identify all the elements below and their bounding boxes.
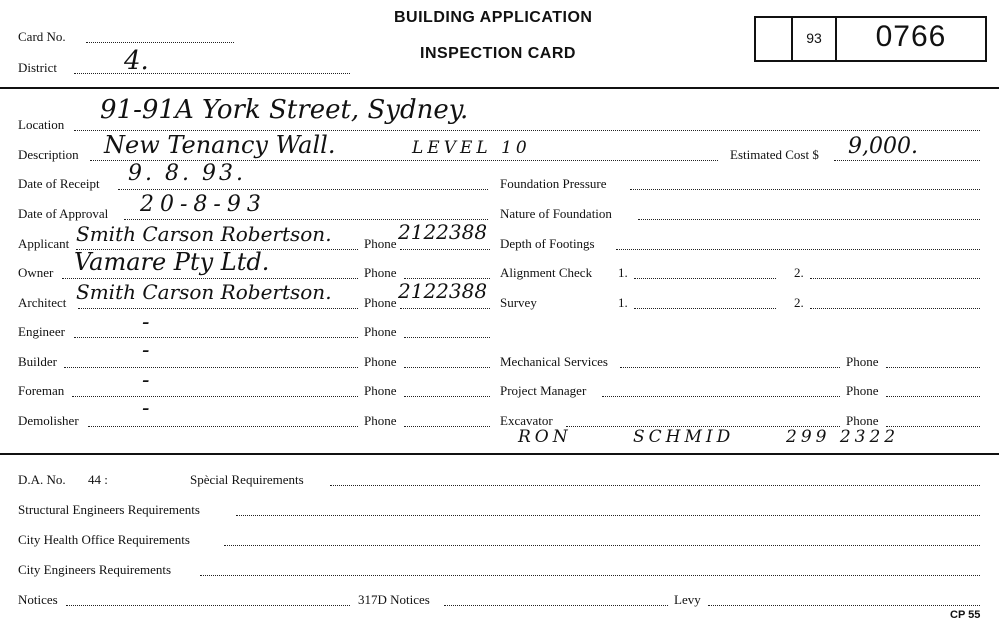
alignment-check-field-2[interactable] <box>810 278 980 279</box>
notices-317d-label: 317D Notices <box>358 592 430 607</box>
levy-label: Levy <box>674 592 701 607</box>
owner-field[interactable] <box>62 278 358 279</box>
builder-phone-label: Phone <box>364 354 397 369</box>
district-value: 4. <box>124 46 149 76</box>
da-no-value: 44 : <box>88 472 108 487</box>
notices-label: Notices <box>18 592 58 607</box>
date-of-receipt-label: Date of Receipt <box>18 176 100 191</box>
applicant-phone-field[interactable] <box>400 249 490 250</box>
structural-engineers-field[interactable] <box>236 515 980 516</box>
excavator-value: RON SCHMID <box>518 427 735 447</box>
description-level: LEVEL 10 <box>412 138 531 158</box>
nature-of-foundation-label: Nature of Foundation <box>500 206 612 221</box>
excavator-phone-field[interactable] <box>886 426 980 427</box>
card-no-label: Card No. <box>18 29 66 44</box>
location-label: Location <box>18 117 65 132</box>
notices-317d-field[interactable] <box>444 605 668 606</box>
foundation-pressure-field[interactable] <box>630 189 980 190</box>
da-no-label: D.A. No. <box>18 472 66 487</box>
applicant-phone-label: Phone <box>364 236 397 251</box>
date-of-receipt-field[interactable] <box>118 189 488 190</box>
alignment-check-label: Alignment Check <box>500 265 593 280</box>
depth-of-footings-label: Depth of Footings <box>500 236 595 251</box>
foreman-label: Foreman <box>18 383 65 398</box>
excavator-label: Excavator <box>500 413 553 428</box>
architect-phone-value: 2122388 <box>398 279 488 303</box>
foundation-pressure-label: Foundation Pressure <box>500 176 607 191</box>
requirements-rule <box>0 453 999 455</box>
form-code: CP 55 <box>950 609 981 621</box>
architect-phone-field[interactable] <box>400 308 490 309</box>
city-engineers-label: City Engineers Requirements <box>18 562 172 577</box>
card-title: BUILDING APPLICATION <box>394 9 593 26</box>
card-no-field[interactable] <box>86 42 234 43</box>
engineer-label: Engineer <box>18 324 65 339</box>
estimated-cost-value: 9,000. <box>848 134 918 159</box>
district-field[interactable] <box>74 73 350 74</box>
survey-label: Survey <box>500 295 537 310</box>
card-number: 0766 <box>875 20 947 53</box>
estimated-cost-field[interactable] <box>834 160 980 161</box>
alignment-check-field-1[interactable] <box>634 278 776 279</box>
builder-field[interactable] <box>64 367 358 368</box>
description-label: Description <box>18 147 79 162</box>
card-subtitle: INSPECTION CARD <box>420 45 576 62</box>
demolisher-phone-field[interactable] <box>404 426 490 427</box>
owner-phone-label: Phone <box>364 265 397 280</box>
demolisher-field[interactable] <box>88 426 358 427</box>
survey-item-1: 1. <box>618 295 628 310</box>
header-rule <box>0 87 999 89</box>
architect-value: Smith Carson Robertson. <box>76 280 332 304</box>
engineer-field[interactable] <box>74 337 358 338</box>
levy-field[interactable] <box>708 605 980 606</box>
foreman-field[interactable] <box>72 396 358 397</box>
demolisher-phone-label: Phone <box>364 413 397 428</box>
demolisher-label: Demolisher <box>18 413 79 428</box>
architect-phone-label: Phone <box>364 295 397 310</box>
project-manager-phone-field[interactable] <box>886 396 980 397</box>
project-manager-phone-label: Phone <box>846 383 879 398</box>
builder-phone-field[interactable] <box>404 367 490 368</box>
alignment-check-item-2: 2. <box>794 265 804 280</box>
survey-item-2: 2. <box>794 295 804 310</box>
special-requirements-label: Spècial Requirements <box>190 472 304 487</box>
survey-field-2[interactable] <box>810 308 980 309</box>
engineer-phone-label: Phone <box>364 324 397 339</box>
mechanical-services-field[interactable] <box>620 367 840 368</box>
mechanical-services-phone-label: Phone <box>846 354 879 369</box>
excavator-phone-value: 299 2322 <box>786 427 900 447</box>
nature-of-foundation-field[interactable] <box>638 219 980 220</box>
city-engineers-field[interactable] <box>200 575 980 576</box>
owner-label: Owner <box>18 265 54 280</box>
city-health-label: City Health Office Requirements <box>18 532 190 547</box>
mechanical-services-phone-field[interactable] <box>886 367 980 368</box>
survey-field-1[interactable] <box>634 308 776 309</box>
description-value: New Tenancy Wall. <box>104 131 336 159</box>
architect-label: Architect <box>18 295 67 310</box>
date-of-receipt-value: 9. 8. 93. <box>128 161 246 186</box>
district-label: District <box>18 60 57 75</box>
year-code: 93 <box>806 30 822 46</box>
builder-dash: - <box>142 338 150 363</box>
alignment-check-item-1: 1. <box>618 265 628 280</box>
architect-field[interactable] <box>78 308 358 309</box>
structural-engineers-label: Structural Engineers Requirements <box>18 502 200 517</box>
foreman-dash: - <box>142 368 150 393</box>
applicant-label: Applicant <box>18 236 70 251</box>
engineer-dash: - <box>142 310 150 335</box>
city-health-field[interactable] <box>224 545 980 546</box>
excavator-phone-label: Phone <box>846 413 879 428</box>
foreman-phone-field[interactable] <box>404 396 490 397</box>
demolisher-dash: - <box>142 396 150 421</box>
builder-label: Builder <box>18 354 57 369</box>
date-of-approval-value: 20-8-93 <box>140 192 267 217</box>
applicant-phone-value: 2122388 <box>398 220 488 244</box>
date-of-approval-label: Date of Approval <box>18 206 109 221</box>
special-requirements-field[interactable] <box>330 485 980 486</box>
project-manager-label: Project Manager <box>500 383 587 398</box>
location-value: 91-91A York Street, Sydney. <box>100 95 469 125</box>
project-manager-field[interactable] <box>602 396 840 397</box>
engineer-phone-field[interactable] <box>404 337 490 338</box>
owner-value: Vamare Pty Ltd. <box>74 248 270 276</box>
applicant-value: Smith Carson Robertson. <box>76 222 332 246</box>
mechanical-services-label: Mechanical Services <box>500 354 608 369</box>
notices-field[interactable] <box>66 605 350 606</box>
foreman-phone-label: Phone <box>364 383 397 398</box>
depth-of-footings-field[interactable] <box>616 249 980 250</box>
estimated-cost-label: Estimated Cost $ <box>730 147 819 162</box>
